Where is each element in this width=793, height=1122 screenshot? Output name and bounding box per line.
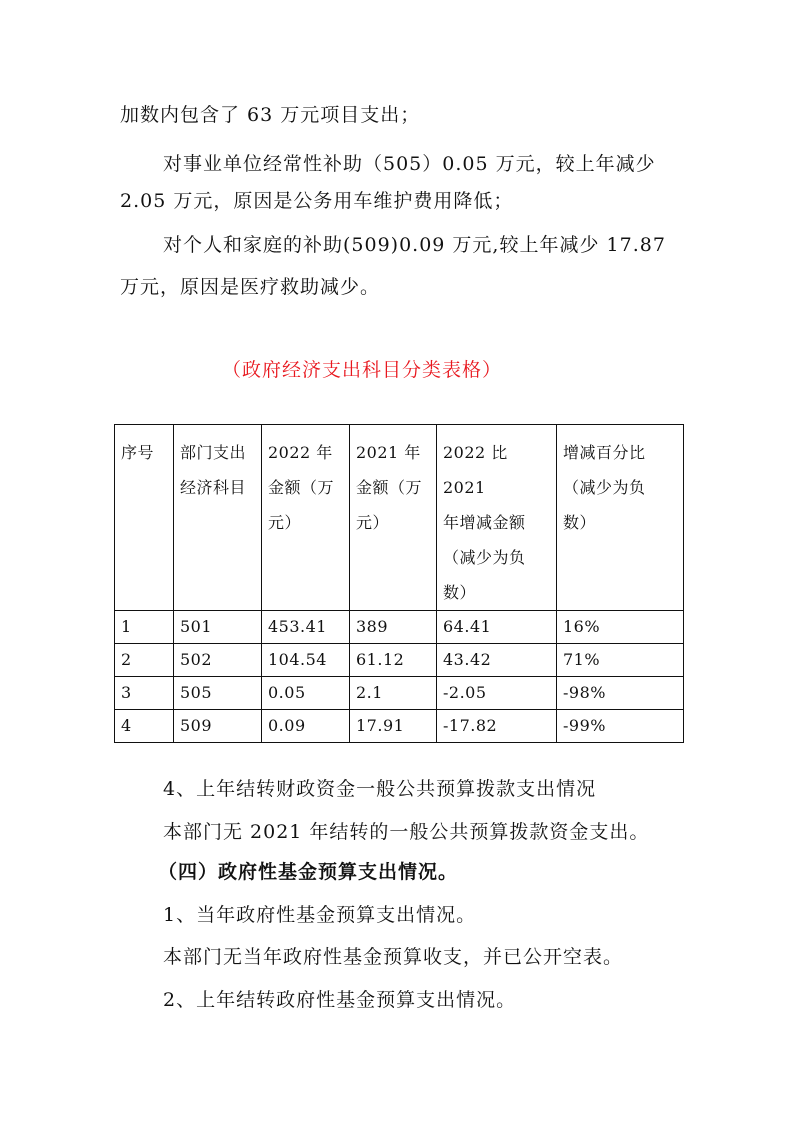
header-text: 金额（万 <box>356 478 423 497</box>
table-cell: 3 <box>115 677 174 710</box>
table-cell: 61.12 <box>350 644 437 677</box>
table-cell: -98% <box>557 677 684 710</box>
header-cell-category <box>174 425 262 611</box>
table-cell: 64.41 <box>437 611 557 644</box>
table-cell: 502 <box>174 644 262 677</box>
table-cell: -17.82 <box>437 710 557 743</box>
header-cell-2021 <box>350 425 437 611</box>
header-text: 2022 年 <box>268 443 333 462</box>
table-row <box>115 677 684 710</box>
table-cell: 505 <box>174 677 262 710</box>
table-cell: 2 <box>115 644 174 677</box>
table-cell: 104.54 <box>262 644 350 677</box>
header-text: 年增减金额 <box>443 513 526 532</box>
table-header-row <box>115 425 684 611</box>
paragraph-line-4: 对个人和家庭的补助(509)0.09 万元,较上年减少 17.87 <box>163 234 666 256</box>
table-cell: -99% <box>557 710 684 743</box>
table-caption: （政府经济支出科目分类表格） <box>222 359 503 381</box>
table-cell: 509 <box>174 710 262 743</box>
header-text: 经济科目 <box>180 478 247 497</box>
table-cell: 501 <box>174 611 262 644</box>
table-cell: 16% <box>557 611 684 644</box>
subsection-1-body: 本部门无当年政府性基金预算收支，并已公开空表。 <box>163 946 624 968</box>
header-text: 2022 比 2021 <box>443 443 508 497</box>
header-text: 数） <box>443 583 477 602</box>
header-cell-2022 <box>262 425 350 611</box>
header-text: 元） <box>356 513 390 532</box>
header-cell-change-amount <box>437 425 557 611</box>
paragraph-line-3: 2.05 万元，原因是公务用车维护费用降低； <box>120 190 514 212</box>
header-cell-change-percent <box>557 425 684 611</box>
header-text: 序号 <box>121 443 155 462</box>
table-cell: 43.42 <box>437 644 557 677</box>
section-4-body: 本部门无 2021 年结转的一般公共预算拨款资金支出。 <box>163 821 650 843</box>
header-cell-index <box>115 425 174 611</box>
table-cell: 71% <box>557 644 684 677</box>
expenditure-table <box>114 424 684 743</box>
paragraph-line-2: 对事业单位经常性补助（505）0.05 万元，较上年减少 <box>163 153 656 175</box>
table-cell: 2.1 <box>350 677 437 710</box>
paragraph-line-1: 加数内包含了 63 万元项目支出； <box>120 104 421 126</box>
header-text: （减少为负 <box>563 478 646 497</box>
table-cell: 453.41 <box>262 611 350 644</box>
table-cell: -2.05 <box>437 677 557 710</box>
table-cell: 17.91 <box>350 710 437 743</box>
header-text: 元） <box>268 513 302 532</box>
subsection-2-title: 2、上年结转政府性基金预算支出情况。 <box>163 989 517 1011</box>
table-row <box>115 611 684 644</box>
table-cell: 0.05 <box>262 677 350 710</box>
header-text: （减少为负 <box>443 548 526 567</box>
subsection-1-title: 1、当年政府性基金预算支出情况。 <box>163 904 477 926</box>
table-row <box>115 710 684 743</box>
header-text: 金额（万 <box>268 478 335 497</box>
table-cell: 389 <box>350 611 437 644</box>
table-cell: 1 <box>115 611 174 644</box>
section-heading: （四）政府性基金预算支出情况。 <box>158 861 459 883</box>
paragraph-line-5: 万元，原因是医疗救助减少。 <box>120 276 381 298</box>
table-cell: 4 <box>115 710 174 743</box>
table-row <box>115 644 684 677</box>
section-4-title: 4、上年结转财政资金一般公共预算拨款支出情况 <box>163 778 597 800</box>
header-text: 数） <box>563 513 597 532</box>
header-text: 部门支出 <box>180 443 247 462</box>
table-cell: 0.09 <box>262 710 350 743</box>
header-text: 2021 年 <box>356 443 421 462</box>
header-text: 增减百分比 <box>563 443 646 462</box>
